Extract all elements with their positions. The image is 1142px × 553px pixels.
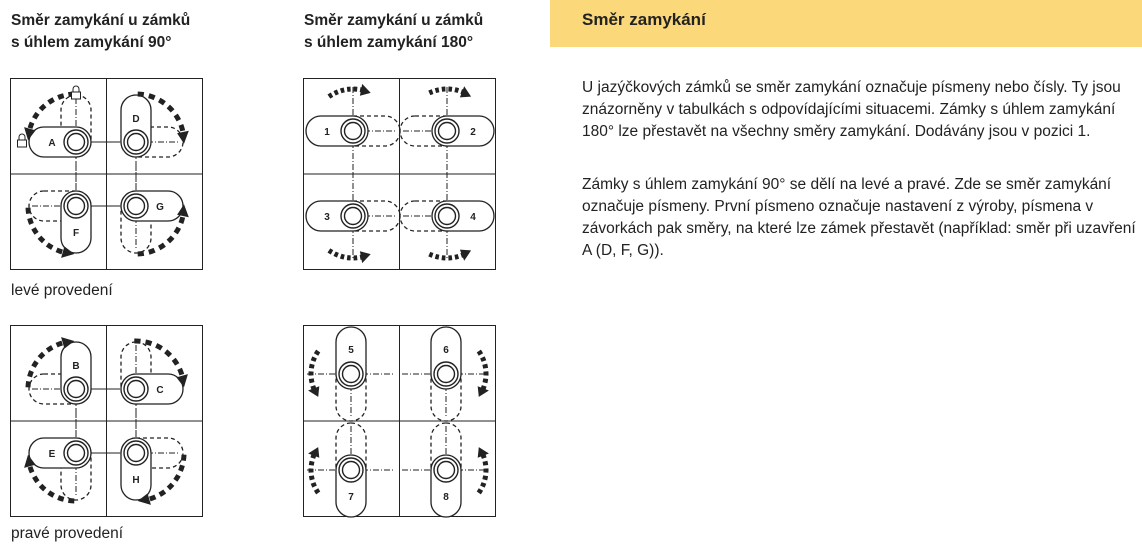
cylinder-inner xyxy=(345,123,362,140)
rotation-arc-segment xyxy=(138,253,144,254)
heading-180-line1: Směr zamykání u zámků xyxy=(304,12,484,29)
rotation-arc-segment xyxy=(311,379,312,383)
rotation-arc-segment xyxy=(181,217,183,223)
rotation-arc-segment xyxy=(49,100,54,103)
heading-90-degree xyxy=(11,10,271,54)
rotation-arc-segment xyxy=(159,100,164,103)
cylinder-inner xyxy=(343,462,360,479)
rotation-arc-segment xyxy=(57,250,63,252)
rotation-arc-segment xyxy=(30,467,32,473)
rotation-arc-segment xyxy=(40,237,44,241)
rotation-arc-segment xyxy=(485,461,486,465)
direction-label: D xyxy=(132,114,140,125)
cylinder-inner xyxy=(68,445,85,462)
direction-label: B xyxy=(72,361,80,372)
diagram-180-top xyxy=(303,78,496,270)
rotation-arc-segment xyxy=(482,357,484,361)
heading-180-line2: s úhlem zamykání 180° xyxy=(304,34,474,51)
rotation-arc-segment xyxy=(176,228,179,233)
rotation-arc-segment xyxy=(166,351,171,355)
rotation-arc-segment xyxy=(41,485,45,489)
rotation-arc-segment xyxy=(455,90,459,91)
rotation-arc-segment xyxy=(149,250,155,252)
diagram-90-right-version xyxy=(10,325,203,517)
rotation-arc-segment xyxy=(159,245,164,248)
rotation-arc-segment xyxy=(429,92,432,93)
direction-label: G xyxy=(156,202,164,213)
cylinder-inner xyxy=(128,445,145,462)
info-paragraph-2: Zámky s úhlem zamykání 90° se dělí na levé a pravé. Zde se směr zamykání označuje písmeny. První písmeno označuje nastavení z výroby, písmena v závorkách pak směry, na které lze zámek přestavět (například: směr při uzavření A (D, F, G)). xyxy=(582,176,1136,259)
heading-90-line1: Směr zamykání u zámků xyxy=(11,12,191,29)
direction-label: 2 xyxy=(470,127,476,138)
rotation-arc-segment xyxy=(183,455,184,461)
direction-label: 8 xyxy=(443,492,449,503)
cylinder-inner xyxy=(128,198,145,215)
rotation-arc-segment xyxy=(34,228,37,233)
info-paragraph-1: U jazýčkových zámků se směr zamykání označuje písmeny nebo čísly. Ty jsou znázorněny v tabulkách s odpovídajícími situacemi. Zámky s úhlem zamykání 180° lze přestavět na všechny směry zamykání. Dodávány jsou v pozici 1. xyxy=(582,79,1121,140)
cylinder-inner xyxy=(438,366,455,383)
rotation-arc-segment xyxy=(149,96,155,98)
rotation-arc-segment xyxy=(58,96,64,98)
heading-90-line2: s úhlem zamykání 90° xyxy=(11,34,172,51)
rotation-arc-segment xyxy=(479,490,481,493)
rotation-arc-segment xyxy=(47,347,52,350)
rotation-arc-segment xyxy=(176,115,179,120)
direction-label: 7 xyxy=(348,492,354,503)
rotation-arc-segment xyxy=(174,359,178,364)
direction-label: 1 xyxy=(324,127,330,138)
rotation-arc-segment xyxy=(429,254,432,255)
direction-label: 5 xyxy=(348,345,354,356)
rotation-arc-segment xyxy=(47,245,52,248)
padlock-icon xyxy=(18,140,27,147)
rotation-arc-segment xyxy=(482,483,484,487)
cylinder-inner xyxy=(343,366,360,383)
cylinder-inner xyxy=(68,134,85,151)
rotation-arc-segment xyxy=(168,107,172,111)
rotation-arc-segment xyxy=(455,256,459,257)
cylinder-inner xyxy=(439,123,456,140)
direction-label: 4 xyxy=(470,212,476,223)
rotation-arc-segment xyxy=(34,113,37,118)
rotation-arc-segment xyxy=(335,254,338,256)
rotation-arc-segment xyxy=(150,497,156,499)
rotation-arc-segment xyxy=(485,364,486,368)
rotation-arc-segment xyxy=(329,95,332,97)
rotation-arc-segment xyxy=(30,123,32,129)
rotation-arc-segment xyxy=(34,477,37,482)
direction-label: C xyxy=(156,385,164,396)
padlock-icon xyxy=(72,92,81,99)
rotation-arc-segment xyxy=(341,256,345,257)
rotation-arc-segment xyxy=(58,498,64,500)
rotation-arc-segment xyxy=(156,345,161,348)
cylinder-inner xyxy=(128,381,145,398)
rotation-arc-segment xyxy=(146,342,152,344)
cylinder-inner xyxy=(128,134,145,151)
heading-180-degree xyxy=(304,10,564,54)
rotation-arc-segment xyxy=(313,483,315,487)
diagram-90-left-version xyxy=(10,78,203,270)
rotation-arc-segment xyxy=(181,125,183,131)
rotation-arc-segment xyxy=(57,343,63,345)
right-version-caption: pravé provedení xyxy=(11,525,124,542)
cylinder-inner xyxy=(68,198,85,215)
rotation-arc-segment xyxy=(335,92,338,94)
rotation-arc-segment xyxy=(316,490,318,493)
rotation-arc-segment xyxy=(49,492,54,495)
cylinder-inner xyxy=(438,462,455,479)
rotation-arc-segment xyxy=(138,94,144,95)
rotation-arc-segment xyxy=(68,500,74,501)
info-banner xyxy=(550,0,1142,47)
rotation-arc-segment xyxy=(313,357,315,361)
info-title: Směr zamykání xyxy=(582,10,706,29)
direction-label: 6 xyxy=(443,345,449,356)
rotation-arc-segment xyxy=(341,90,345,91)
rotation-arc-segment xyxy=(175,475,178,480)
rotation-arc-segment xyxy=(316,351,318,354)
cylinder-inner xyxy=(345,208,362,225)
rotation-arc-segment xyxy=(435,256,439,257)
rotation-arc-segment xyxy=(28,208,29,214)
direction-label: A xyxy=(48,138,56,149)
rotation-arc-segment xyxy=(311,476,312,480)
left-version-caption: levé provedení xyxy=(11,282,113,299)
cylinder-inner xyxy=(68,381,85,398)
rotation-arc-segment xyxy=(40,354,44,358)
direction-label: 3 xyxy=(324,212,330,223)
rotation-arc-segment xyxy=(30,371,32,377)
rotation-arc-segment xyxy=(168,484,172,488)
rotation-arc-segment xyxy=(180,369,182,375)
rotation-arc-segment xyxy=(181,465,183,471)
rotation-arc-segment xyxy=(485,379,486,383)
rotation-arc-segment xyxy=(168,237,172,241)
rotation-arc-segment xyxy=(479,351,481,354)
direction-label: H xyxy=(132,475,140,486)
diagram-180-bottom xyxy=(303,325,496,517)
rotation-arc-segment xyxy=(311,364,312,368)
rotation-arc-segment xyxy=(41,106,45,110)
direction-label: F xyxy=(72,228,80,239)
cylinder-inner xyxy=(439,208,456,225)
rotation-arc-segment xyxy=(329,250,332,252)
rotation-arc-segment xyxy=(311,461,312,465)
rotation-arc-segment xyxy=(485,476,486,480)
rotation-arc-segment xyxy=(160,492,165,495)
rotation-arc-segment xyxy=(34,362,37,367)
direction-label: E xyxy=(48,449,56,460)
rotation-arc-segment xyxy=(30,218,32,224)
rotation-arc-segment xyxy=(435,90,439,91)
rotation-arc-segment xyxy=(28,381,29,387)
